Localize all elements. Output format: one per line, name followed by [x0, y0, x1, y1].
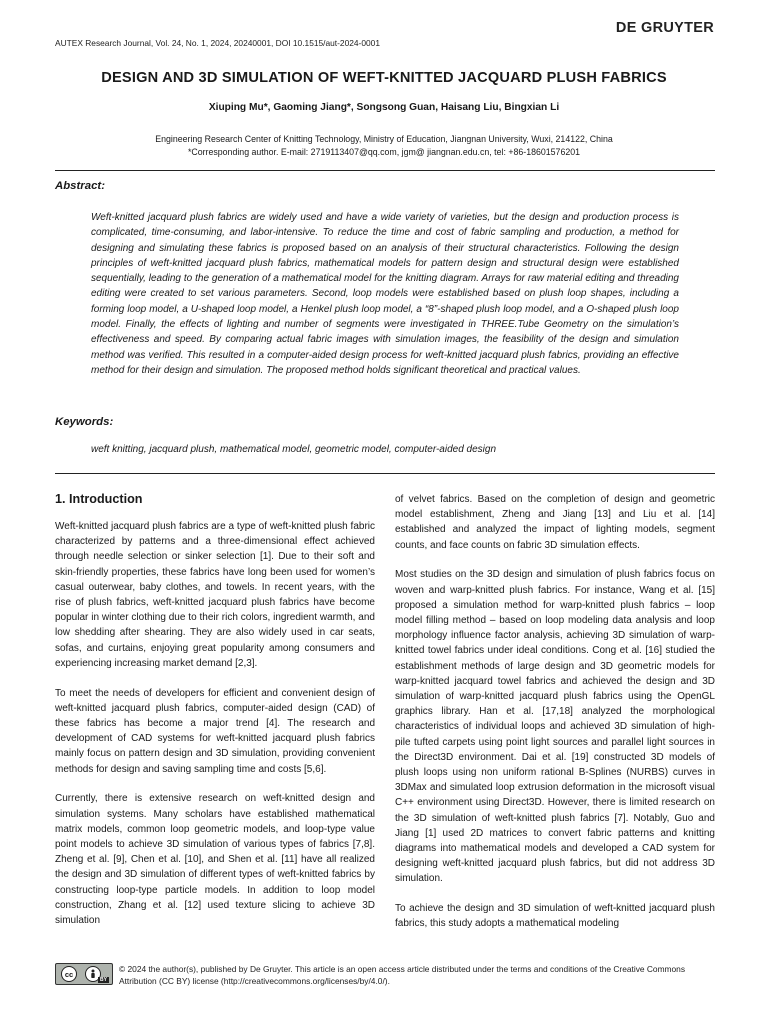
paragraph: To meet the needs of developers for efficient and convenient design of weft-knitted jacquard plush fabrics, computer-aided design (CAD) of these fabrics has become a major trend [4]. The research and development of CAD systems for weft-knitted jacquard plush fabrics mainly focus on pattern design and 3D simulation, providing convenient methods for design and saving sampling time and costs [5,6].	[55, 687, 375, 775]
publisher-logo: DE GRUYTER	[615, 20, 714, 36]
paragraph: Currently, there is extensive research on weft-knitted design and simulation systems. Many scholars have established mathematical matrix models, common loop geometric models, and loop-type value point models to achieve 3D simulation of various types of fabrics [7,8]. Zheng et al. [9], Chen et al. [10], and Shen et al. [11] have all realized the design and 3D simulation of different types of weft-knitted fabrics by constructing loop-type particle models. In addition to loop model construction, Zhang et al. [12] used texture slicing to achieve 3D simulation	[55, 793, 375, 927]
corresponding-author: *Corresponding author. E-mail: 2719113407@qq.com, jgm@ jiangnan.edu.cn, tel: +86-18601576201	[187, 147, 581, 157]
paragraph: Most studies on the 3D design and simulation of plush fabrics focus on woven and warp-knitted plush fabrics. For instance, Wang et al. [15] proposed a simulation method for warp-knitted plush fabrics – loop model filling method – based on loop modeling data analysis and loop morphology influence factor analysis, achieving 3D simulation of warp-knitted towel fabrics under ideal conditions. Cong et al. [16] studied the establishment methods of large design and 3D geometric models for warp-knitted jacquard towel fabrics and achieved the design and 3D simulation of warp-knitted jacquard plush fabrics using the OpenGL graphics library. Han et al. [17,18] analyzed the morphological characteristics of individual loops and achieved 3D simulation of high-pile tufted carpets using point light sources and parallel light sources in the Direct3D environment. Dai et al. [19] constructed 3D models of plush loops using non uniform rational B-Splines (NURBS) curves in 3DMax and simulated loop extrusion deformation in the microsoft visual C++ environment using Direct3D. However, there is limited research on the 3D simulation of weft-knitted plush fabrics [7]. Notably, Guo and Jiang [1] used 2D matrices to convert fabric patterns and knitting diagrams into mathematical models and developed a CAD system for designing weft-knitted jacquard plush fabrics, but did not address 3D simulation.	[395, 569, 715, 885]
divider	[55, 170, 715, 171]
affiliation: Engineering Research Center of Knitting Technology, Ministry of Education, Jiangnan University, Wuxi, 214122, China	[155, 134, 613, 144]
journal-citation: AUTEX Research Journal, Vol. 24, No. 1, 2024, 20240001, DOI 10.1515/aut-2024-0001	[55, 38, 380, 48]
paper-title: DESIGN AND 3D SIMULATION OF WEFT-KNITTED JACQUARD PLUSH FABRICS	[101, 70, 667, 86]
divider	[55, 473, 715, 474]
paragraph: of velvet fabrics. Based on the completion of design and geometric model establishment, Zheng and Jiang [13] and Liu et al. [14] established and analyzed the impact of lighting models, segment counts, and face counts on fabric 3D simulation effects.	[395, 494, 715, 551]
license-text: © 2024 the author(s), published by De Gruyter. This article is an open access article distributed under the terms and conditions of the Creative Commons Attribution (CC BY) license (http://creativecommons.org/licenses/by/4.0/).	[119, 964, 686, 986]
paragraph: Weft-knitted jacquard plush fabrics are a type of weft-knitted plush fabric characterized by patterns and a three-dimensional effect achieved through needle selection or sinker selection [1]. Due to their soft and skin-friendly properties, these fabrics have long been used for women’s casual outerwear, baby clothes, and towels. In recent years, with the rise of plush fabrics, weft-knitted jacquard plush fabrics have become popular in winter clothing due to their rich colors, ingredient warmth, and low shedding after shearing. They are also widely used in car seats, sofas, and curtains, enjoying great popularity among consumers and experiencing increasing market demand [2,3].	[55, 521, 375, 669]
by-label: BY	[100, 977, 107, 983]
affiliation-block	[0, 133, 768, 159]
cc-license-badge[interactable]	[55, 963, 113, 985]
author-list: Xiuping Mu*, Gaoming Jiang*, Songsong Guan, Haisang Liu, Bingxian Li	[208, 102, 560, 113]
abstract-text: Weft-knitted jacquard plush fabrics are widely used and have a wide variety of varieties, but the design and production process is complicated, time-consuming, and labor-intensive. To reduce the time and cost of fabric sampling and production, a method for designing and simulating these fabrics is proposed based on an analysis of their structural characteristics. Following the design principles of weft-knitted jacquard plush fabrics, mathematical models for pattern design and structural design were established sequentially, leading to the generation of a mathematical model for the knitting diagram. Arrays for raw material editing and threading editing were created to set various parameters. Second, loop models were established based on plush loop shapes, including a forming loop model, a U-shaped loop model, a Henkel plush loop model, a “8”-shaped plush loop model, and a O-shaped plush loop model. Finally, the effects of lighting and number of segments were investigated in THREE.Tube Geometry on the simulation’s effectiveness and speed. By comparing actual fabric images with simulation images, the feasibility of the design and simulation method was verified. This resulted in a computer-aided design process for weft-knitted jacquard plush fabrics, providing an effective method for their design and simulation. The proposed method holds significant theoretical and practical values.	[91, 212, 679, 376]
abstract-heading: Abstract:	[55, 180, 106, 192]
left-column	[55, 519, 375, 928]
paragraph: To achieve the design and 3D simulation of weft-knitted jacquard plush fabrics, this study adopts a mathematical modeling	[395, 903, 715, 930]
keywords-text: weft knitting, jacquard plush, mathematical model, geometric model, computer-aided design	[91, 444, 497, 455]
cc-icon: cc	[61, 966, 77, 982]
section-heading-introduction: 1. Introduction	[55, 492, 143, 506]
right-column	[395, 492, 715, 932]
keywords-heading: Keywords:	[55, 416, 114, 428]
